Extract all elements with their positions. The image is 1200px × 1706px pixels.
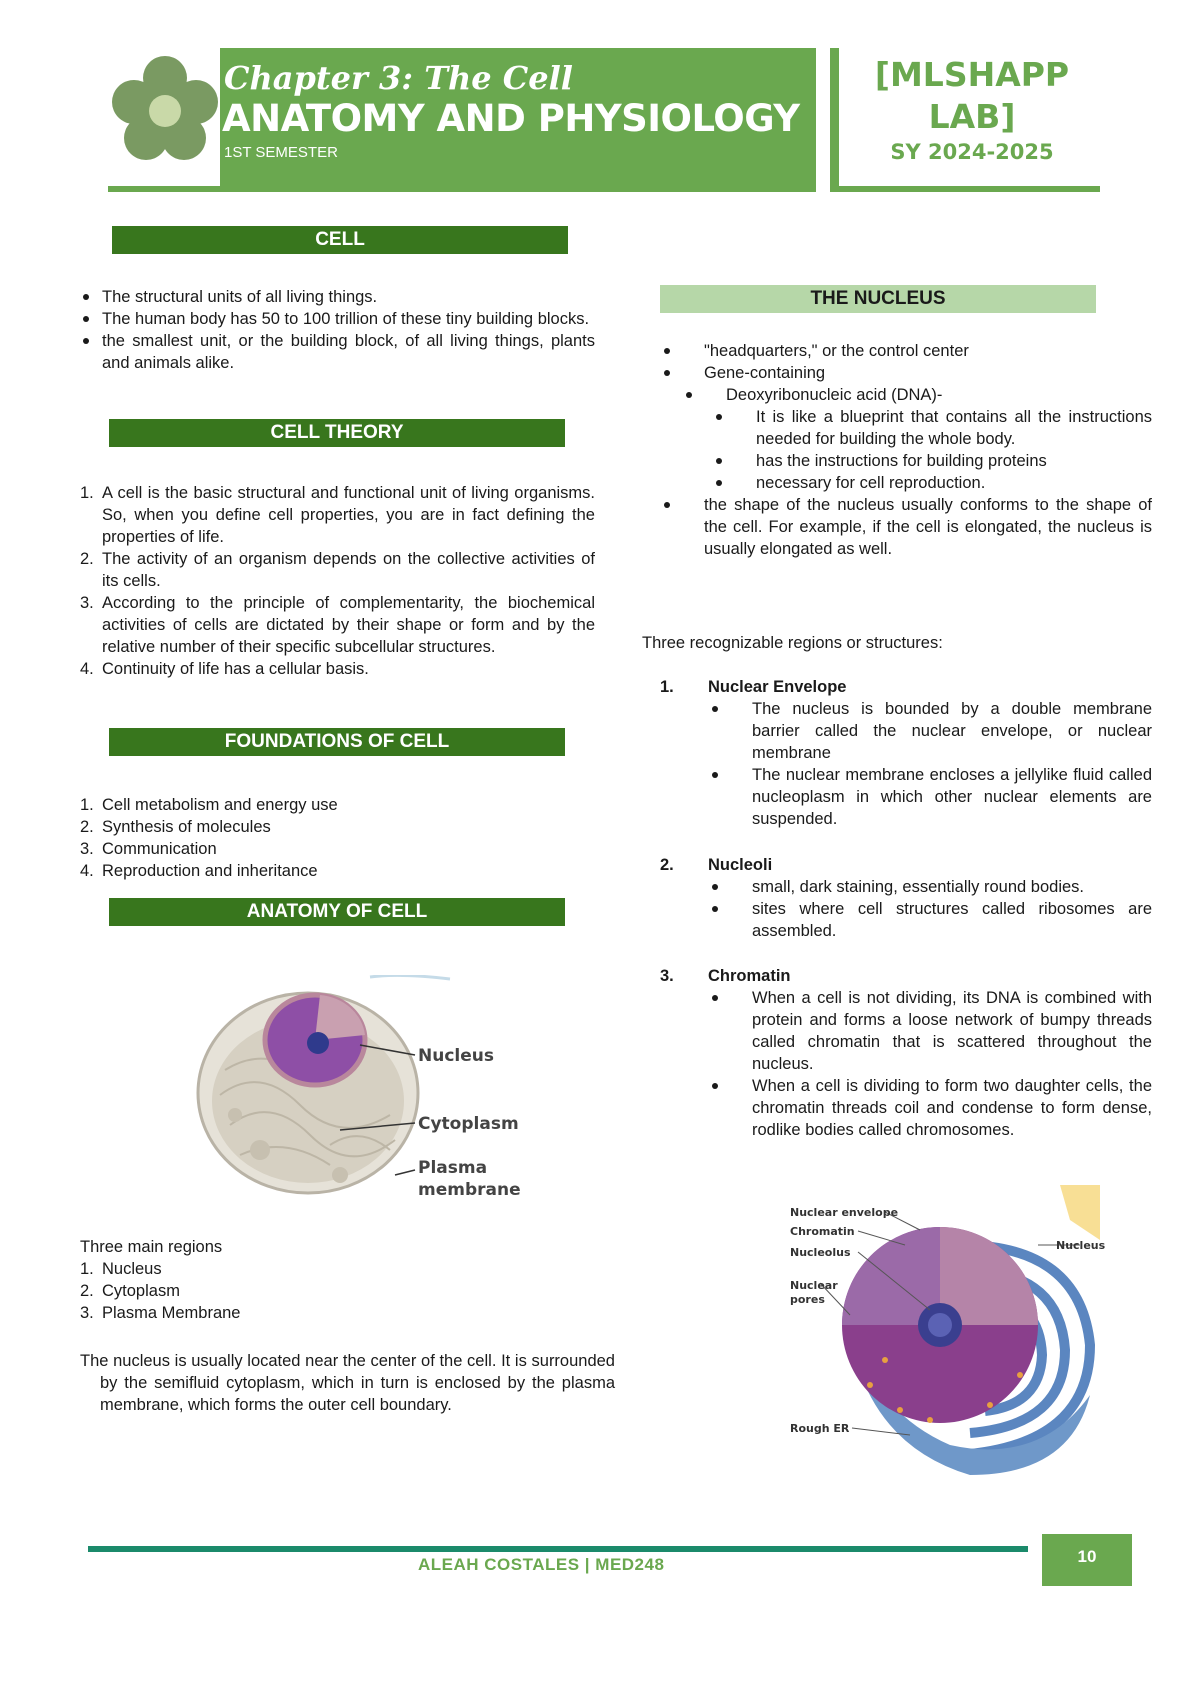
nucleus-paragraph: The nucleus is usually located near the center of the cell. It is surrounded by the semifluid cytoplasm, which in turn is enclosed by the plasma membrane, which forms the outer cell boundary. [80, 1352, 615, 1414]
label-nucleus: Nucleus [418, 1046, 494, 1066]
list-item: When a cell is dividing to form two daughter cells, the chromatin threads coil and condense to form dense, rodlike bodies called chromosomes. [660, 1075, 1152, 1141]
bullet-icon [712, 772, 718, 778]
bullet-icon [712, 1083, 718, 1089]
region-title: Nuclear Envelope [708, 678, 847, 696]
page-number: 10 [1042, 1534, 1132, 1586]
list-item: 2. Cytoplasm [80, 1282, 180, 1300]
lab-underline [830, 186, 1100, 192]
three-regions-list [80, 1258, 595, 1324]
label-nuclear: Nuclear [790, 1279, 838, 1292]
bullet-icon [712, 706, 718, 712]
list-item: Deoxyribonucleic acid (DNA)- [650, 384, 1152, 406]
list-item: The structural units of all living things. [80, 286, 595, 308]
bullet-icon [712, 906, 718, 912]
regions-intro: Three recognizable regions or structures: [642, 634, 943, 652]
three-regions-title: Three main regions [80, 1238, 223, 1256]
label-membrane: membrane [418, 1180, 521, 1200]
cell-theory-list [80, 482, 595, 680]
nucleus-list [650, 340, 1152, 560]
bullet-icon [716, 414, 722, 420]
label-nuclear-envelope: Nuclear envelope [790, 1206, 899, 1219]
cell-list [80, 286, 595, 374]
list-item: The human body has 50 to 100 trillion of these tiny building blocks. [80, 308, 595, 330]
list-item: sites where cell structures called ribosomes are assembled. [660, 898, 1152, 942]
bullet-icon [83, 338, 89, 344]
flower-logo-icon [110, 56, 220, 166]
lab-name-line1: [MLSHAPP [874, 55, 1070, 94]
list-item: 2. The activity of an organism depends on the collective activities of its cells. [80, 550, 595, 590]
label-cytoplasm: Cytoplasm [418, 1114, 519, 1134]
three-main-regions [80, 1236, 595, 1324]
list-item: 3. According to the principle of complementarity, the biochemical activities of cells are dictated by their shape or form and by the relative number of their specific subcellular structures. [80, 594, 595, 656]
list-item: 4. Continuity of life has a cellular basis. [80, 660, 369, 678]
list-item: necessary for cell reproduction. [650, 472, 1152, 494]
region-nuclear-envelope: 1. Nuclear Envelope The nucleus is bounded by a double membrane barrier called the nuclear envelope, or nuclear membrane The nuclear membrane encloses a jellylike fluid called nucleoplasm in which other nuclear elements are suspended. [660, 678, 1152, 828]
footer-author: ALEAH COSTALES | MED248 [418, 1555, 665, 1574]
list-item: 3. Communication [80, 840, 217, 858]
school-year: SY 2024-2025 [890, 140, 1054, 164]
region-chromatin: 3. Chromatin When a cell is not dividing, its DNA is combined with protein and forms a loose network of bumpy threads called chromatin that is scattered throughout the nucleus. When a cell is dividing to form two daughter cells, the chromatin threads coil and condense to form dense, rodlike bodies called chromosomes. [660, 967, 1152, 1139]
list-item: 3. Plasma Membrane [80, 1304, 241, 1322]
bullet-icon [83, 294, 89, 300]
bullet-icon [716, 458, 722, 464]
list-item: "headquarters," or the control center [650, 340, 1152, 362]
section-heading-foundations: FOUNDATIONS OF CELL [109, 728, 565, 756]
list-item: 1. A cell is the basic structural and functional unit of living organisms. So, when you define cell properties, you are in fact defining the properties of life. [80, 484, 595, 546]
list-item: 4. Reproduction and inheritance [80, 862, 318, 880]
section-heading-cell: CELL [112, 226, 568, 254]
list-item: the smallest unit, or the building block, of all living things, plants and animals alike. [80, 330, 595, 374]
label-plasma: Plasma [418, 1158, 488, 1178]
lab-divider [830, 48, 839, 192]
bullet-icon [716, 480, 722, 486]
list-item: The nucleus is bounded by a double membrane barrier called the nuclear envelope, or nuclear membrane [660, 698, 1152, 764]
list-item: It is like a blueprint that contains all the instructions needed for building the whole body. [650, 406, 1152, 450]
header-underline [108, 186, 816, 192]
list-item: Gene-containing [650, 362, 1152, 384]
nucleus-diagram [790, 1185, 1120, 1490]
label-nucleolus: Nucleolus [790, 1246, 851, 1259]
lab-name-line2: LAB] [928, 97, 1016, 136]
list-item: small, dark staining, essentially round bodies. [660, 876, 1152, 898]
lab-name [852, 54, 1092, 138]
bullet-icon [664, 348, 670, 354]
footer-rule [88, 1546, 1028, 1552]
region-title: Nucleoli [708, 856, 773, 874]
list-item: 1. Nucleus [80, 1260, 162, 1278]
list-item: When a cell is not dividing, its DNA is combined with protein and forms a loose network of bumpy threads called chromatin that is scattered throughout the nucleus. [660, 987, 1152, 1075]
list-item: 2. Synthesis of molecules [80, 818, 271, 836]
chapter-title: Chapter 3: The Cell [224, 59, 573, 97]
bullet-icon [664, 370, 670, 376]
list-item: 1. Cell metabolism and energy use [80, 796, 338, 814]
semester-label: 1ST SEMESTER [224, 144, 338, 161]
cell-diagram [190, 975, 570, 1215]
section-heading-anatomy: ANATOMY OF CELL [109, 898, 565, 926]
bullet-icon [83, 316, 89, 322]
bullet-icon [712, 995, 718, 1001]
label-nucleus-right: Nucleus [1056, 1239, 1106, 1252]
list-item: has the instructions for building proteins [650, 450, 1152, 472]
bullet-icon [664, 502, 670, 508]
label-pores: pores [790, 1293, 825, 1306]
subject-title: ANATOMY AND PHYSIOLOGY [222, 97, 800, 140]
foundations-list [80, 794, 595, 882]
bullet-icon [712, 884, 718, 890]
label-chromatin: Chromatin [790, 1225, 855, 1238]
list-item: The nuclear membrane encloses a jellylike fluid called nucleoplasm in which other nuclear elements are suspended. [660, 764, 1152, 830]
list-item: the shape of the nucleus usually conforms to the shape of the cell. For example, if the cell is elongated, the nucleus is usually elongated as well. [650, 494, 1152, 560]
section-heading-nucleus: THE NUCLEUS [660, 285, 1096, 313]
bullet-icon [686, 392, 692, 398]
region-title: Chromatin [708, 967, 791, 985]
section-heading-cell-theory: CELL THEORY [109, 419, 565, 447]
label-rough-er: Rough ER [790, 1422, 850, 1435]
region-nucleoli: 2. Nucleoli small, dark staining, essentially round bodies. sites where cell structures called ribosomes are assembled. [660, 856, 1152, 940]
